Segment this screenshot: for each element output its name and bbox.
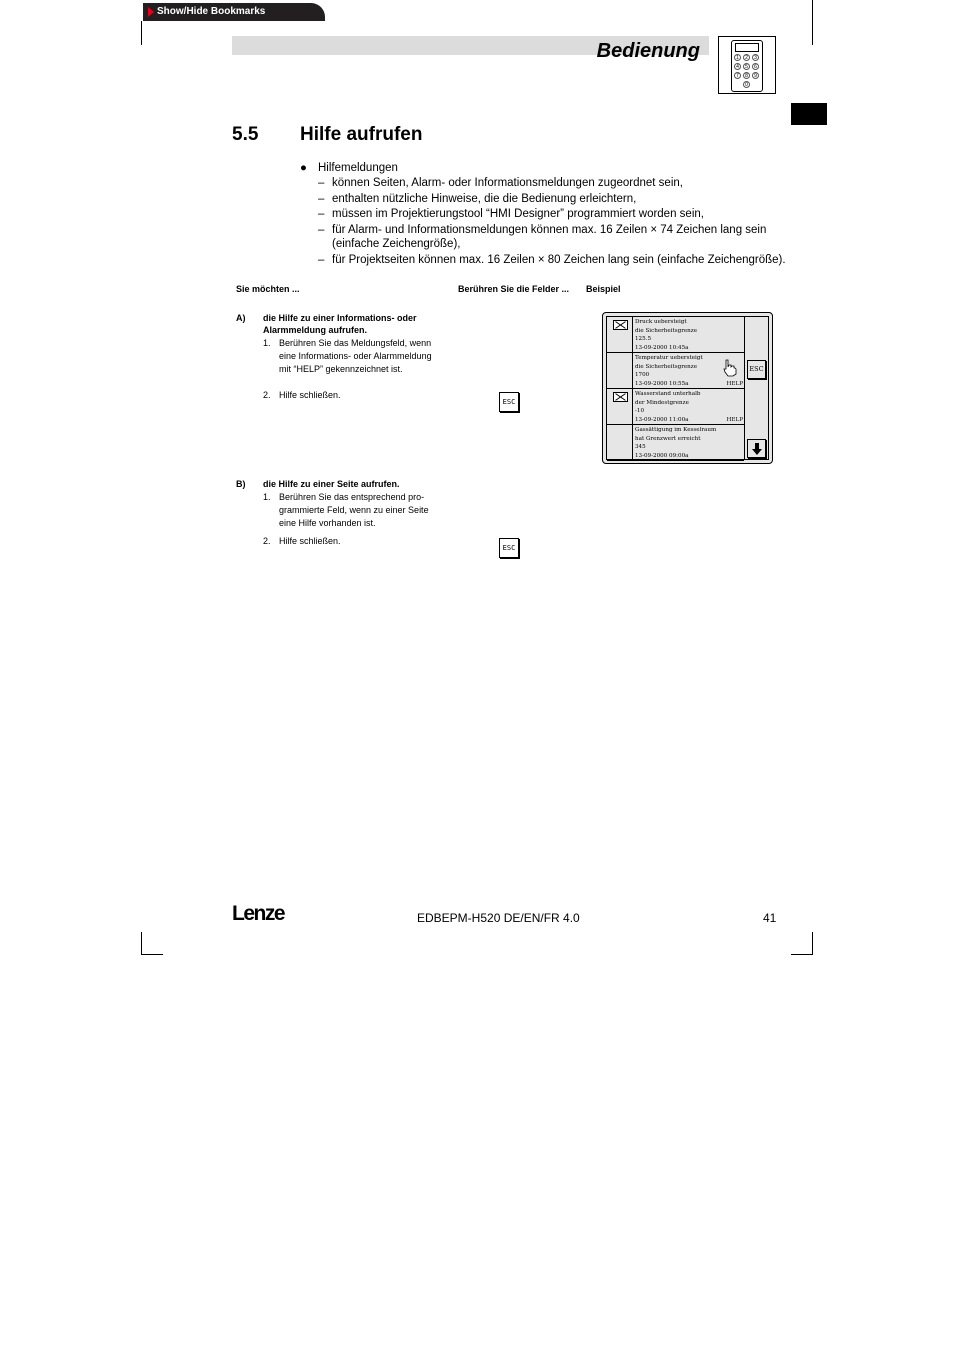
device-key: 0 <box>743 81 750 88</box>
step-a-title-line1: die Hilfe zu einer Informations- oder <box>263 313 417 323</box>
message-line: Druck uebersteigt <box>635 319 687 325</box>
intro-dash-2: enthalten nützliche Hinweise, die die Bedienung erleichtern, <box>332 193 637 205</box>
crop-mark-top-right <box>812 0 813 45</box>
device-key: 3 <box>752 54 759 61</box>
message-line: Gassättigung im Kesselraum <box>635 427 717 433</box>
header-title: Bedienung <box>596 40 700 62</box>
crop-mark-bottom-left-v <box>141 932 142 954</box>
bookmark-tab-label: Show/Hide Bookmarks <box>157 6 266 17</box>
message-field[interactable] <box>607 317 744 353</box>
step-b-2-num: 2. <box>263 536 271 546</box>
message-line: der Mindestgrenze <box>635 399 689 406</box>
envelope-icon <box>613 392 628 402</box>
col-head-touch: Berühren Sie die Felder ... <box>458 284 570 294</box>
step-a-letter: A) <box>236 313 246 323</box>
intro-dash-4-cont: (einfache Zeichengröße), <box>332 238 461 250</box>
step-a-1-line2: eine Informations- oder Alarmmeldung <box>279 351 432 361</box>
message-line: hat Grenzwert erreicht <box>635 435 701 442</box>
message-line: 13-09-2000 09:00a <box>635 452 689 459</box>
device-key: 9 <box>752 72 759 79</box>
message-icon-cell <box>607 389 633 424</box>
intro-dash-5: für Projektseiten können max. 16 Zeilen × 80 Zeichen lang sein (einfache Zeichengröße). <box>332 254 786 266</box>
message-icon-cell <box>607 353 633 388</box>
intro-dash-3: müssen im Projektierungstool “HMI Designer” programmiert worden sein, <box>332 208 704 220</box>
panel-esc-button[interactable]: ESC <box>747 360 766 379</box>
dash: – <box>318 208 325 220</box>
step-b-letter: B) <box>236 479 246 489</box>
device-screen <box>735 43 759 52</box>
footer-document-id: EDBEPM-H520 DE/EN/FR 4.0 <box>417 911 580 925</box>
step-a-title-line2: Alarmmeldung aufrufen. <box>263 325 368 335</box>
device-key: 2 <box>743 54 750 61</box>
message-line: 345 <box>635 444 646 451</box>
device-key: 8 <box>743 72 750 79</box>
step-b-1-line1: Berühren Sie das entsprechend pro- <box>279 492 425 502</box>
crop-mark-bottom-right-v <box>812 932 813 954</box>
device-key: 5 <box>743 63 750 70</box>
message-text <box>635 318 743 352</box>
crop-mark-bottom-left-h <box>141 954 163 955</box>
step-b-2-text: Hilfe schließen. <box>279 536 341 546</box>
dash: – <box>318 224 325 236</box>
col-head-want: Sie möchten ... <box>236 284 300 294</box>
step-a-2-num: 2. <box>263 390 271 400</box>
esc-button-b[interactable]: ESC <box>499 538 519 558</box>
message-line: 13-09-2000 10:55a <box>635 380 689 387</box>
esc-button-a[interactable]: ESC <box>499 392 519 412</box>
step-a-2-text: Hilfe schließen. <box>279 390 341 400</box>
keypad-device-icon <box>718 36 776 94</box>
chapter-marker <box>791 103 827 125</box>
message-line: die Sicherheitsgrenze <box>635 363 698 370</box>
device-key: 6 <box>752 63 759 70</box>
intro-dash-4: für Alarm- und Informationsmeldungen können max. 16 Zeilen × 74 Zeichen lang sein <box>332 224 767 236</box>
message-line: 125.5 <box>635 336 652 343</box>
step-a-1-line1: Berühren Sie das Meldungsfeld, wenn <box>279 338 432 348</box>
panel-screen <box>606 316 769 460</box>
message-line: die Sicherheitsgrenze <box>635 327 698 334</box>
message-line: -10 <box>635 408 645 415</box>
dash: – <box>318 177 325 189</box>
step-b-1-line3: eine Hilfe vorhanden ist. <box>279 518 376 528</box>
device-body <box>731 40 763 92</box>
page-number: 41 <box>763 911 777 925</box>
crop-mark-bottom-right-h <box>791 954 813 955</box>
message-line: 13-09-2000 10:45a <box>635 344 689 351</box>
message-icon-cell <box>607 317 633 352</box>
message-line: 13-09-2000 11:00a <box>635 416 689 423</box>
intro-dash-1: können Seiten, Alarm- oder Informationsmeldungen zugeordnet sein, <box>332 177 683 189</box>
col-head-example: Beispiel <box>586 284 621 294</box>
arrow-down-icon <box>752 443 762 455</box>
message-line: Temperatur uebersteigt <box>635 355 703 361</box>
message-line: 1700 <box>635 372 650 379</box>
step-a-1-line3: mit “HELP” gekennzeichnet ist. <box>279 364 403 374</box>
bullet-dot: ● <box>300 162 307 174</box>
intro-bullet: Hilfemeldungen <box>318 162 398 174</box>
envelope-icon <box>613 320 628 330</box>
device-key: 4 <box>734 63 741 70</box>
message-field[interactable] <box>607 389 744 425</box>
section-number: 5.5 <box>232 124 259 145</box>
help-tag: HELP <box>726 417 743 423</box>
lenze-logo: Lenze <box>232 902 285 925</box>
device-key: 7 <box>734 72 741 79</box>
message-text <box>635 426 743 460</box>
pointing-hand-icon <box>723 359 737 377</box>
triangle-right-icon <box>148 7 154 17</box>
panel-side-column <box>744 317 768 459</box>
step-b-title: die Hilfe zu einer Seite aufrufen. <box>263 479 400 489</box>
step-b-1-num: 1. <box>263 492 271 502</box>
device-key: 1 <box>734 54 741 61</box>
section-title: Hilfe aufrufen <box>300 124 423 145</box>
step-a-1-num: 1. <box>263 338 271 348</box>
show-hide-bookmarks-tab[interactable] <box>143 3 325 21</box>
dash: – <box>318 193 325 205</box>
step-b-1-line2: grammierte Feld, wenn zu einer Seite <box>279 505 429 515</box>
dash: – <box>318 254 325 266</box>
message-field[interactable] <box>607 425 744 461</box>
message-icon-cell <box>607 425 633 460</box>
scroll-down-button[interactable] <box>747 439 766 458</box>
message-field[interactable] <box>607 353 744 389</box>
example-message-panel <box>602 312 773 464</box>
crop-mark-top-left <box>141 21 142 45</box>
help-tag: HELP <box>726 381 743 387</box>
message-line: Wasserstand unterhalb <box>635 391 701 397</box>
